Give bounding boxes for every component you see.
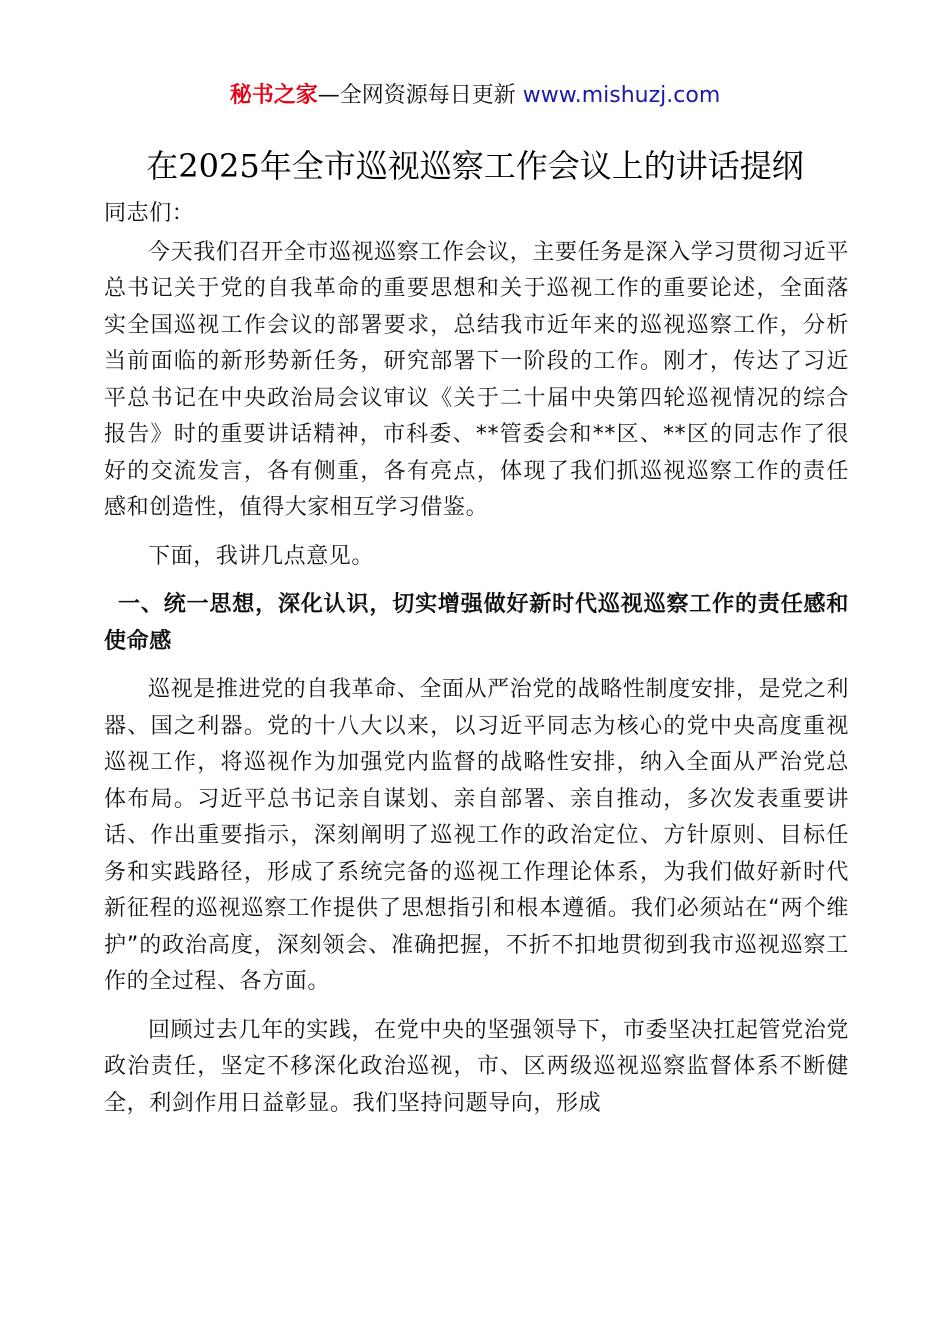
intro-paragraph: 今天我们召开全市巡视巡察工作会议，主要任务是深入学习贯彻习近平总书记关于党的自我革命的重要思想和关于巡视工作的重要论述，全面落实全国巡视工作会议的部署要求，总结我市近年来的巡视巡察工作，分析当前面临的新形势新任务，研究部署下一阶段的工作。刚才，传达了习近平总书记在中央政治局会议审议《关于二十届中央第四轮巡视情况的综合报告》时的重要讲话精神，市科委、**管委会和**区、**区的同志作了很好的交流发言，各有侧重，各有亮点，体现了我们抓巡视巡察工作的责任感和创造性，值得大家相互学习借鉴。 (104, 239, 849, 520)
section-paragraph: 巡视是推进党的自我革命、全面从严治党的战略性制度安排，是党之利器、国之利器。党的十八大以来，以习近平同志为核心的党中央高度重视巡视工作，将巡视作为加强党内监督的战略性安排，纳入全面从严治党总体布局。习近平总书记亲自谋划、亲自部署、亲自推动，多次发表重要讲话、作出重要指示，深刻阐明了巡视工作的政治定位、方针原则、目标任务和实践路径，形成了系统完备的巡视工作理论体系，为我们做好新时代新征程的巡视巡察工作提供了思想指引和根本遵循。我们必须站在“两个维护”的政治高度，深刻领会、准确把握，不折不扣地贯彻到我市巡视巡察工作的全过程、各方面。 (104, 677, 849, 994)
site-tagline: —全网资源每日更新 (317, 83, 523, 108)
transition-paragraph: 下面，我讲几点意见。 (148, 543, 375, 569)
site-header (0, 80, 950, 112)
salutation: 同志们： (104, 201, 195, 226)
site-brand: 秘书之家 (229, 83, 318, 108)
section-paragraph: 回顾过去几年的实践，在党中央的坚强领导下，市委坚决扛起管党治党政治责任，坚定不移深化政治巡视，市、区两级巡视巡察监督体系不断健全，利剑作用日益彰显。我们坚持问题导向，形成 (104, 1017, 849, 1116)
section-heading: 一、统一思想，深化认识，切实增强做好新时代巡视巡察工作的责任感和使命感 (104, 592, 849, 654)
document-title: 在2025年全市巡视巡察工作会议上的讲话提纲 (146, 147, 804, 185)
document-body (104, 196, 849, 1122)
site-url-link[interactable]: www.mishuzj.com (522, 83, 721, 108)
